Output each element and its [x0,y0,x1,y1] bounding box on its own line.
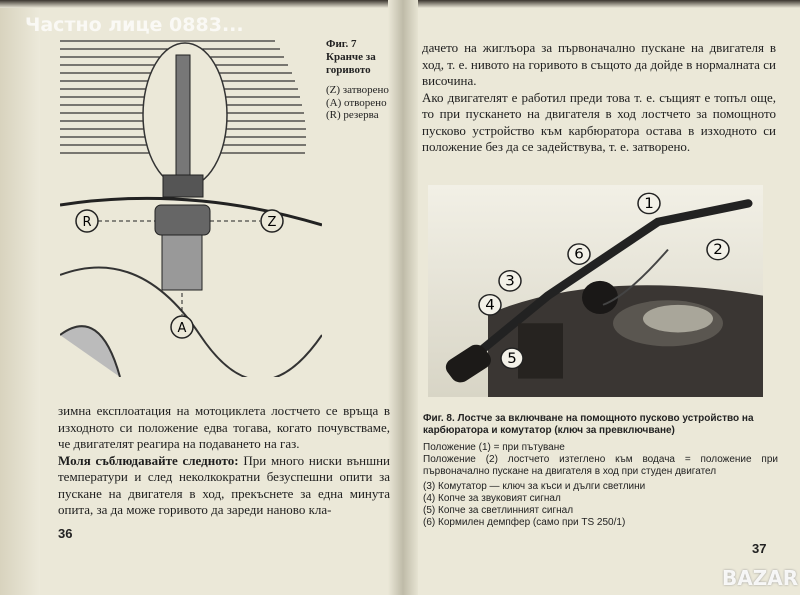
page-number-left: 36 [58,526,73,541]
callout-2: 2 [713,242,723,258]
figure-7-title: Кранче за горивото [326,51,376,76]
label-a: A [177,321,187,336]
figure-7-caption [326,38,398,122]
caption-line: (4) Копче за звуковият сигнал [423,493,561,504]
left-page-text [58,403,390,519]
right-page-text [422,40,776,156]
page-edges [0,0,40,595]
page-number-right: 37 [752,541,767,556]
legend-a: (A) отворено [326,96,387,109]
caption-line: (6) Кормилен демпфер (само при TS 250/1) [423,517,626,528]
handlebar-photo [428,185,763,397]
caption-line: Положение (1) = при пътуване [423,442,565,453]
callout-1: 1 [644,196,654,212]
note-heading: Моля съблюдавайте следното: [58,452,239,468]
legend-r: (R) резерва [326,109,379,121]
figure-8-title: Фиг. 8. Лостче за включване на помощното пусково устройство на карбюратора и комутатор (ключ за превключване) [423,413,754,436]
bazar-logo: BAZAR [722,566,799,590]
label-r: R [82,215,92,230]
fuel-tap-illustration [60,35,322,377]
seller-watermark: Частно лице 0883... [25,14,244,36]
callout-4: 4 [485,297,495,314]
caption-line: Положение (2) лостчето изтеглено към водача = положение при първоначално пускане на двигателя в ход при студен двигател [423,454,778,477]
note-paragraph [58,453,390,519]
caption-line: (3) Комутатор — ключ за къси и дълги светлини [423,481,646,492]
callout-5: 5 [507,351,517,367]
caption-line: (5) Копче за светлинният сигнал [423,505,574,516]
paragraph: дачето на жиглъора за първоначално пускане на двигателя в ход, т. е. нивото на горивото в същото да дойде в нормалната си височина. [422,40,776,88]
callout-3: 3 [505,273,515,290]
callout-6: 6 [574,247,584,263]
legend-z: (Z) затворено [326,84,389,96]
label-z: Z [267,215,277,230]
note-text: При много ниски външни температури и след неколкократни безуспешни опити за пускане на двигателя в ход, прекъснете за една минута опита, за да може горивото да зареди наново кла- [58,452,391,517]
paragraph: зимна експлоатация на мотоциклета лостчето се връща в изходното си положение едва тогава, когато почувстваме, че двигателят реагира на подаването на газ. [58,403,390,451]
figure-7-number: Фиг. 7 [326,38,357,50]
paragraph: Ако двигателят е работил преди това т. е. същият е топъл още, то при пускането на двигателя в ход лостчето за помощното пусково устройство към карбюратора остава в изходното си положение без да се задействува, т. е. затворено. [422,89,776,154]
figure-8-caption [423,413,778,529]
